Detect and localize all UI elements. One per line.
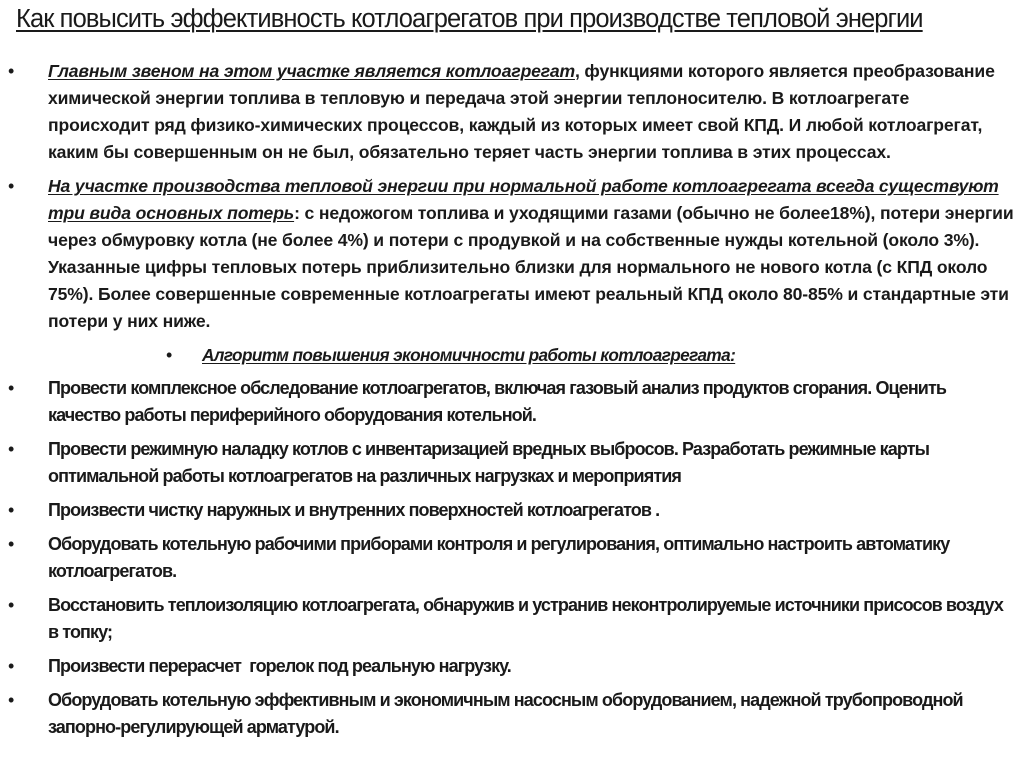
emphasis-text: На участке производства тепловой энергии при нормальной работе котлоагрегата всегда существуют три вида основных потерь bbox=[48, 176, 999, 223]
bullet-icon: • bbox=[8, 378, 15, 398]
step-text: Произвести перерасчет горелок под реальную нагрузку. bbox=[48, 656, 511, 676]
step-text: Оборудовать котельную рабочими приборами контроля и регулирования, оптимально настроить автоматику котлоагрегатов. bbox=[48, 534, 950, 581]
emphasis-text: Главным звеном на этом участке является котлоагрегат bbox=[48, 61, 575, 81]
body-text: , функциями которого является преобразование химической энергии топлива в тепловую и передача этой энергии теплоносителю. В котлоагрегате происходит ряд физико-химических процессов, каждый из которых имеет свой КПД. И любой котлоагрегат, каким бы совершенным он не был, обязательно теряет часть энергии топлива в этих процессах. bbox=[48, 61, 995, 162]
step-item bbox=[0, 592, 1024, 646]
algorithm-heading-item bbox=[0, 342, 1024, 369]
step-text: Провести комплексное обследование котлоагрегатов, включая газовый анализ продуктов сгорания. Оценить качество работы периферийного оборудования котельной. bbox=[48, 378, 947, 425]
step-item bbox=[0, 531, 1024, 585]
bullet-icon: • bbox=[8, 439, 15, 459]
bullet-icon: • bbox=[8, 176, 15, 196]
bullet-list bbox=[0, 58, 1024, 748]
step-item bbox=[0, 436, 1024, 490]
bullet-icon: • bbox=[166, 345, 173, 365]
step-text: Провести режимную наладку котлов с инвентаризацией вредных выбросов. Разработать режимные карты оптимальной работы котлоагрегатов на различных нагрузках и мероприятия bbox=[48, 439, 930, 486]
body-text: : с недожогом топлива и уходящими газами (обычно не более18%), потери энергии через обмуровку котла (не более 4%) и потери с продувкой и на собственные нужды котельной (около 3%). Указанные цифры тепловых потерь приблизительно близки для нормального не нового котла (с КПД около 75%). Более совершенные современные котлоагрегаты имеют реальный КПД около 80-85% и стандартные эти потери у них ниже. bbox=[48, 203, 1014, 331]
algorithm-heading: Алгоритм повышения экономичности работы котлоагрегата: bbox=[202, 345, 736, 365]
paragraph bbox=[48, 173, 1014, 335]
list-item-losses bbox=[0, 173, 1024, 335]
step-item bbox=[0, 653, 1024, 680]
step-text: Восстановить теплоизоляцию котлоагрегата, обнаружив и устранив неконтролируемые источники присосов воздух в топку; bbox=[48, 595, 1003, 642]
bullet-icon: • bbox=[8, 61, 15, 81]
step-text: Оборудовать котельную эффективным и экономичным насосным оборудованием, надежной трубопроводной запорно-регулирующей арматурой. bbox=[48, 690, 963, 737]
step-text: Произвести чистку наружных и внутренних поверхностей котлоагрегатов . bbox=[48, 500, 660, 520]
step-item bbox=[0, 687, 1024, 741]
bullet-icon: • bbox=[8, 500, 15, 520]
bullet-icon: • bbox=[8, 534, 15, 554]
bullet-icon: • bbox=[8, 656, 15, 676]
bullet-icon: • bbox=[8, 690, 15, 710]
slide-title: Как повысить эффективность котлоагрегатов при производстве тепловой энергии bbox=[16, 5, 923, 33]
step-item bbox=[0, 497, 1024, 524]
bullet-icon: • bbox=[8, 595, 15, 615]
list-item-boiler-role bbox=[0, 58, 1024, 166]
paragraph bbox=[48, 58, 1014, 166]
step-item bbox=[0, 375, 1024, 429]
paragraph bbox=[202, 342, 1014, 369]
